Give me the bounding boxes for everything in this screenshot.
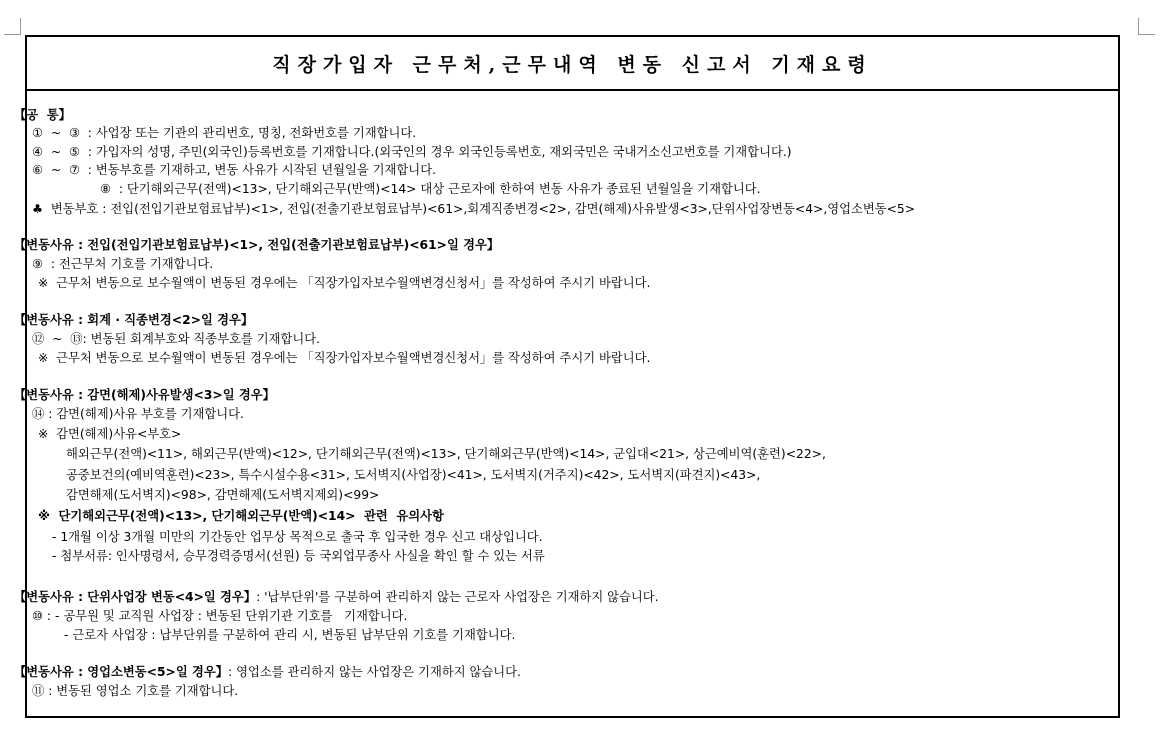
- reduction-line-1: ⑭ : 감면(해제)사유 부호를 기재합니다.: [32, 407, 244, 421]
- branch-header-note: : 영업소를 관리하지 않는 사업장은 기재하지 않습니다.: [228, 665, 521, 679]
- reduction-line-4: 공중보건의(예비역훈련)<23>, 특수시설수용<31>, 도서벽지(사업장)<41>, 도서벽지(거주지)<42>, 도서벽지(파견지)<43>,: [66, 468, 761, 482]
- transfer-line-1: ⑨ : 전근무처 기호를 기재합니다.: [32, 257, 214, 271]
- common-line-2: ④ ~ ⑤ : 가입자의 성명, 주민(외국인)등록번호를 기재합니다.(외국인의 경우 외국인등록번호, 재외국민은 국내거소신고번호를 기재합니다.): [32, 145, 792, 159]
- unit-line-1: ⑩ : - 공무원 및 교직원 사업장 : 변동된 단위기관 기호를 기재합니다.: [32, 609, 408, 623]
- accounting-line-2: ※ 근무처 변동으로 보수월액이 변동된 경우에는 「직장가입자보수월액변경신청서」를 작성하여 주시기 바랍니다.: [38, 351, 651, 365]
- section-branch-row: [14, 663, 521, 681]
- reduction-note-header: ※ 단기해외근무(전액)<13>, 단기해외근무(반액)<14> 관련 유의사항: [38, 509, 444, 523]
- unit-header-note: : '납부단위'를 구분하여 관리하지 않는 근로자 사업장은 기재하지 않습니다.: [256, 590, 659, 604]
- branch-line-1: ⑪ : 변동된 영업소 기호를 기재합니다.: [32, 684, 239, 698]
- title-box: [27, 37, 1118, 91]
- common-line-5: ♣ 변동부호 : 전입(전입기관보험료납부)<1>, 전입(전출기관보험료납부)<61>,회계직종변경<2>, 감면(해제)사유발생<3>,단위사업장변동<4>,영업소변동<5>: [32, 202, 916, 216]
- section-header-accounting: 【변동사유 : 회계 · 직종변경<2>일 경우】: [14, 313, 254, 327]
- section-header-common: 【공 통】: [14, 108, 71, 122]
- accounting-line-1: ⑫ ~ ⑬: 변동된 회계부호와 직종부호를 기재합니다.: [32, 332, 321, 346]
- document-title: 직장가입자 근무처,근무내역 변동 신고서 기재요령: [272, 53, 873, 76]
- section-header-unit: 【변동사유 : 단위사업장 변동<4>일 경우】: [14, 590, 257, 604]
- reduction-note-line-1: - 1개월 이상 3개월 미만의 기간동안 업무상 목적으로 출국 후 입국한 경우 신고 대상입니다.: [52, 530, 543, 544]
- section-header-branch: 【변동사유 : 영업소변동<5>일 경우】: [14, 665, 229, 679]
- common-line-3: ⑥ ~ ⑦ : 변동부호를 기재하고, 변동 사유가 시작된 년월일을 기재합니다.: [32, 163, 436, 177]
- reduction-line-5: 감면해제(도서벽지)<98>, 감면해제(도서벽지제외)<99>: [66, 488, 380, 502]
- section-unit-row: [14, 588, 659, 606]
- reduction-line-3: 해외근무(전액)<11>, 해외근무(반액)<12>, 단기해외근무(전액)<13>, 단기해외근무(반액)<14>, 군입대<21>, 상근예비역(훈련)<22>,: [66, 447, 826, 461]
- page-corner-mark-left: [4, 18, 21, 35]
- section-header-reduction: 【변동사유 : 감면(해제)사유발생<3>일 경우】: [14, 388, 275, 402]
- section-header-transfer: 【변동사유 : 전입(전입기관보험료납부)<1>, 전입(전출기관보험료납부)<61>일 경우】: [14, 238, 500, 252]
- page-corner-mark-right: [1138, 18, 1155, 35]
- transfer-line-2: ※ 근무처 변동으로 보수월액이 변동된 경우에는 「직장가입자보수월액변경신청서」를 작성하여 주시기 바랍니다.: [38, 276, 651, 290]
- reduction-line-2: ※ 감면(해제)사유<부호>: [38, 427, 182, 441]
- common-line-4: ⑧ : 단기해외근무(전액)<13>, 단기해외근무(반액)<14> 대상 근로자에 한하여 변동 사유가 종료된 년월일을 기재합니다.: [100, 182, 761, 196]
- common-line-1: ① ~ ③ : 사업장 또는 기관의 관리번호, 명칭, 전화번호를 기재합니다.: [32, 126, 417, 140]
- reduction-note-line-2: - 첨부서류: 인사명령서, 승무경력증명서(선원) 등 국외업무종사 사실을 확인 할 수 있는 서류: [52, 549, 545, 563]
- unit-line-2: - 근로자 사업장 : 납부단위를 구분하여 관리 시, 변동된 납부단위 기호를 기재합니다.: [64, 628, 516, 642]
